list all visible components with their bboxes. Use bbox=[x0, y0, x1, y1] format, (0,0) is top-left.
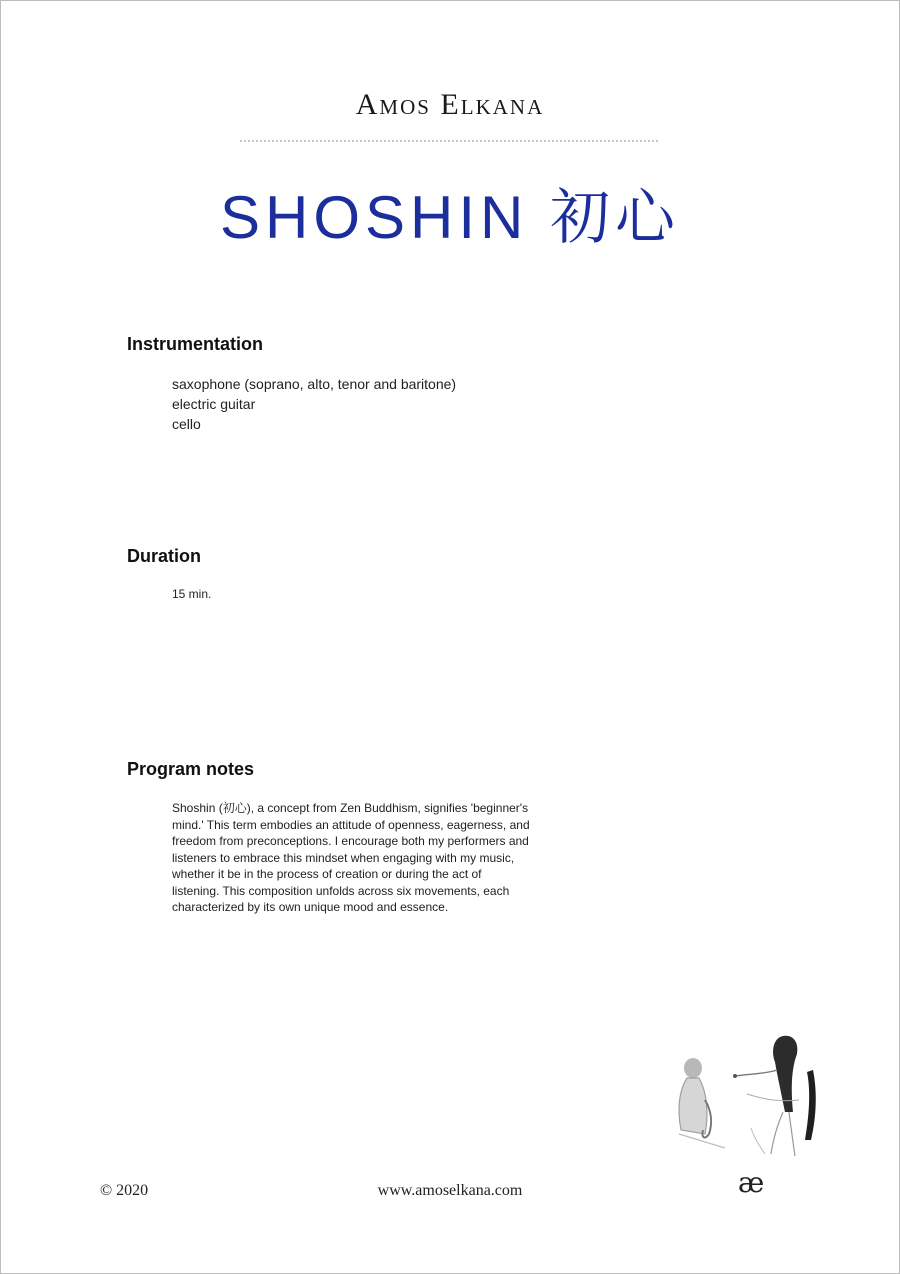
page-title: SHOSHIN 初心 bbox=[219, 184, 681, 251]
program-notes-heading: Program notes bbox=[127, 759, 255, 779]
instrumentation-list bbox=[172, 374, 456, 434]
copyright: © 2020 bbox=[100, 1182, 149, 1199]
duration-value: 15 min. bbox=[172, 587, 212, 601]
instrument-item: saxophone (soprano, alto, tenor and baritone) bbox=[172, 376, 457, 392]
divider bbox=[240, 140, 658, 142]
instrument-item: cello bbox=[172, 416, 201, 432]
composer-name: Amos Elkana bbox=[355, 88, 545, 121]
ink-sketch-musicians-icon bbox=[665, 1030, 835, 1160]
program-notes-text: Shoshin (初心), a concept from Zen Buddhism, signifies 'beginner's mind.' This term embodies an attitude of openness, eagerness, and freedom from preconceptions. I encourage both my performers and listeners to embrace this mindset when engaging with my music, whether it be in the process of creation or during the act of listening. This composition unfolds across six movements, each characterized by its own unique mood and essence. bbox=[172, 801, 530, 914]
instrumentation-heading: Instrumentation bbox=[127, 334, 264, 354]
website-link[interactable]: www.amoselkana.com bbox=[377, 1182, 523, 1199]
logo-mark: æ bbox=[738, 1166, 765, 1199]
instrument-item: electric guitar bbox=[172, 396, 256, 412]
duration-heading: Duration bbox=[127, 546, 201, 566]
